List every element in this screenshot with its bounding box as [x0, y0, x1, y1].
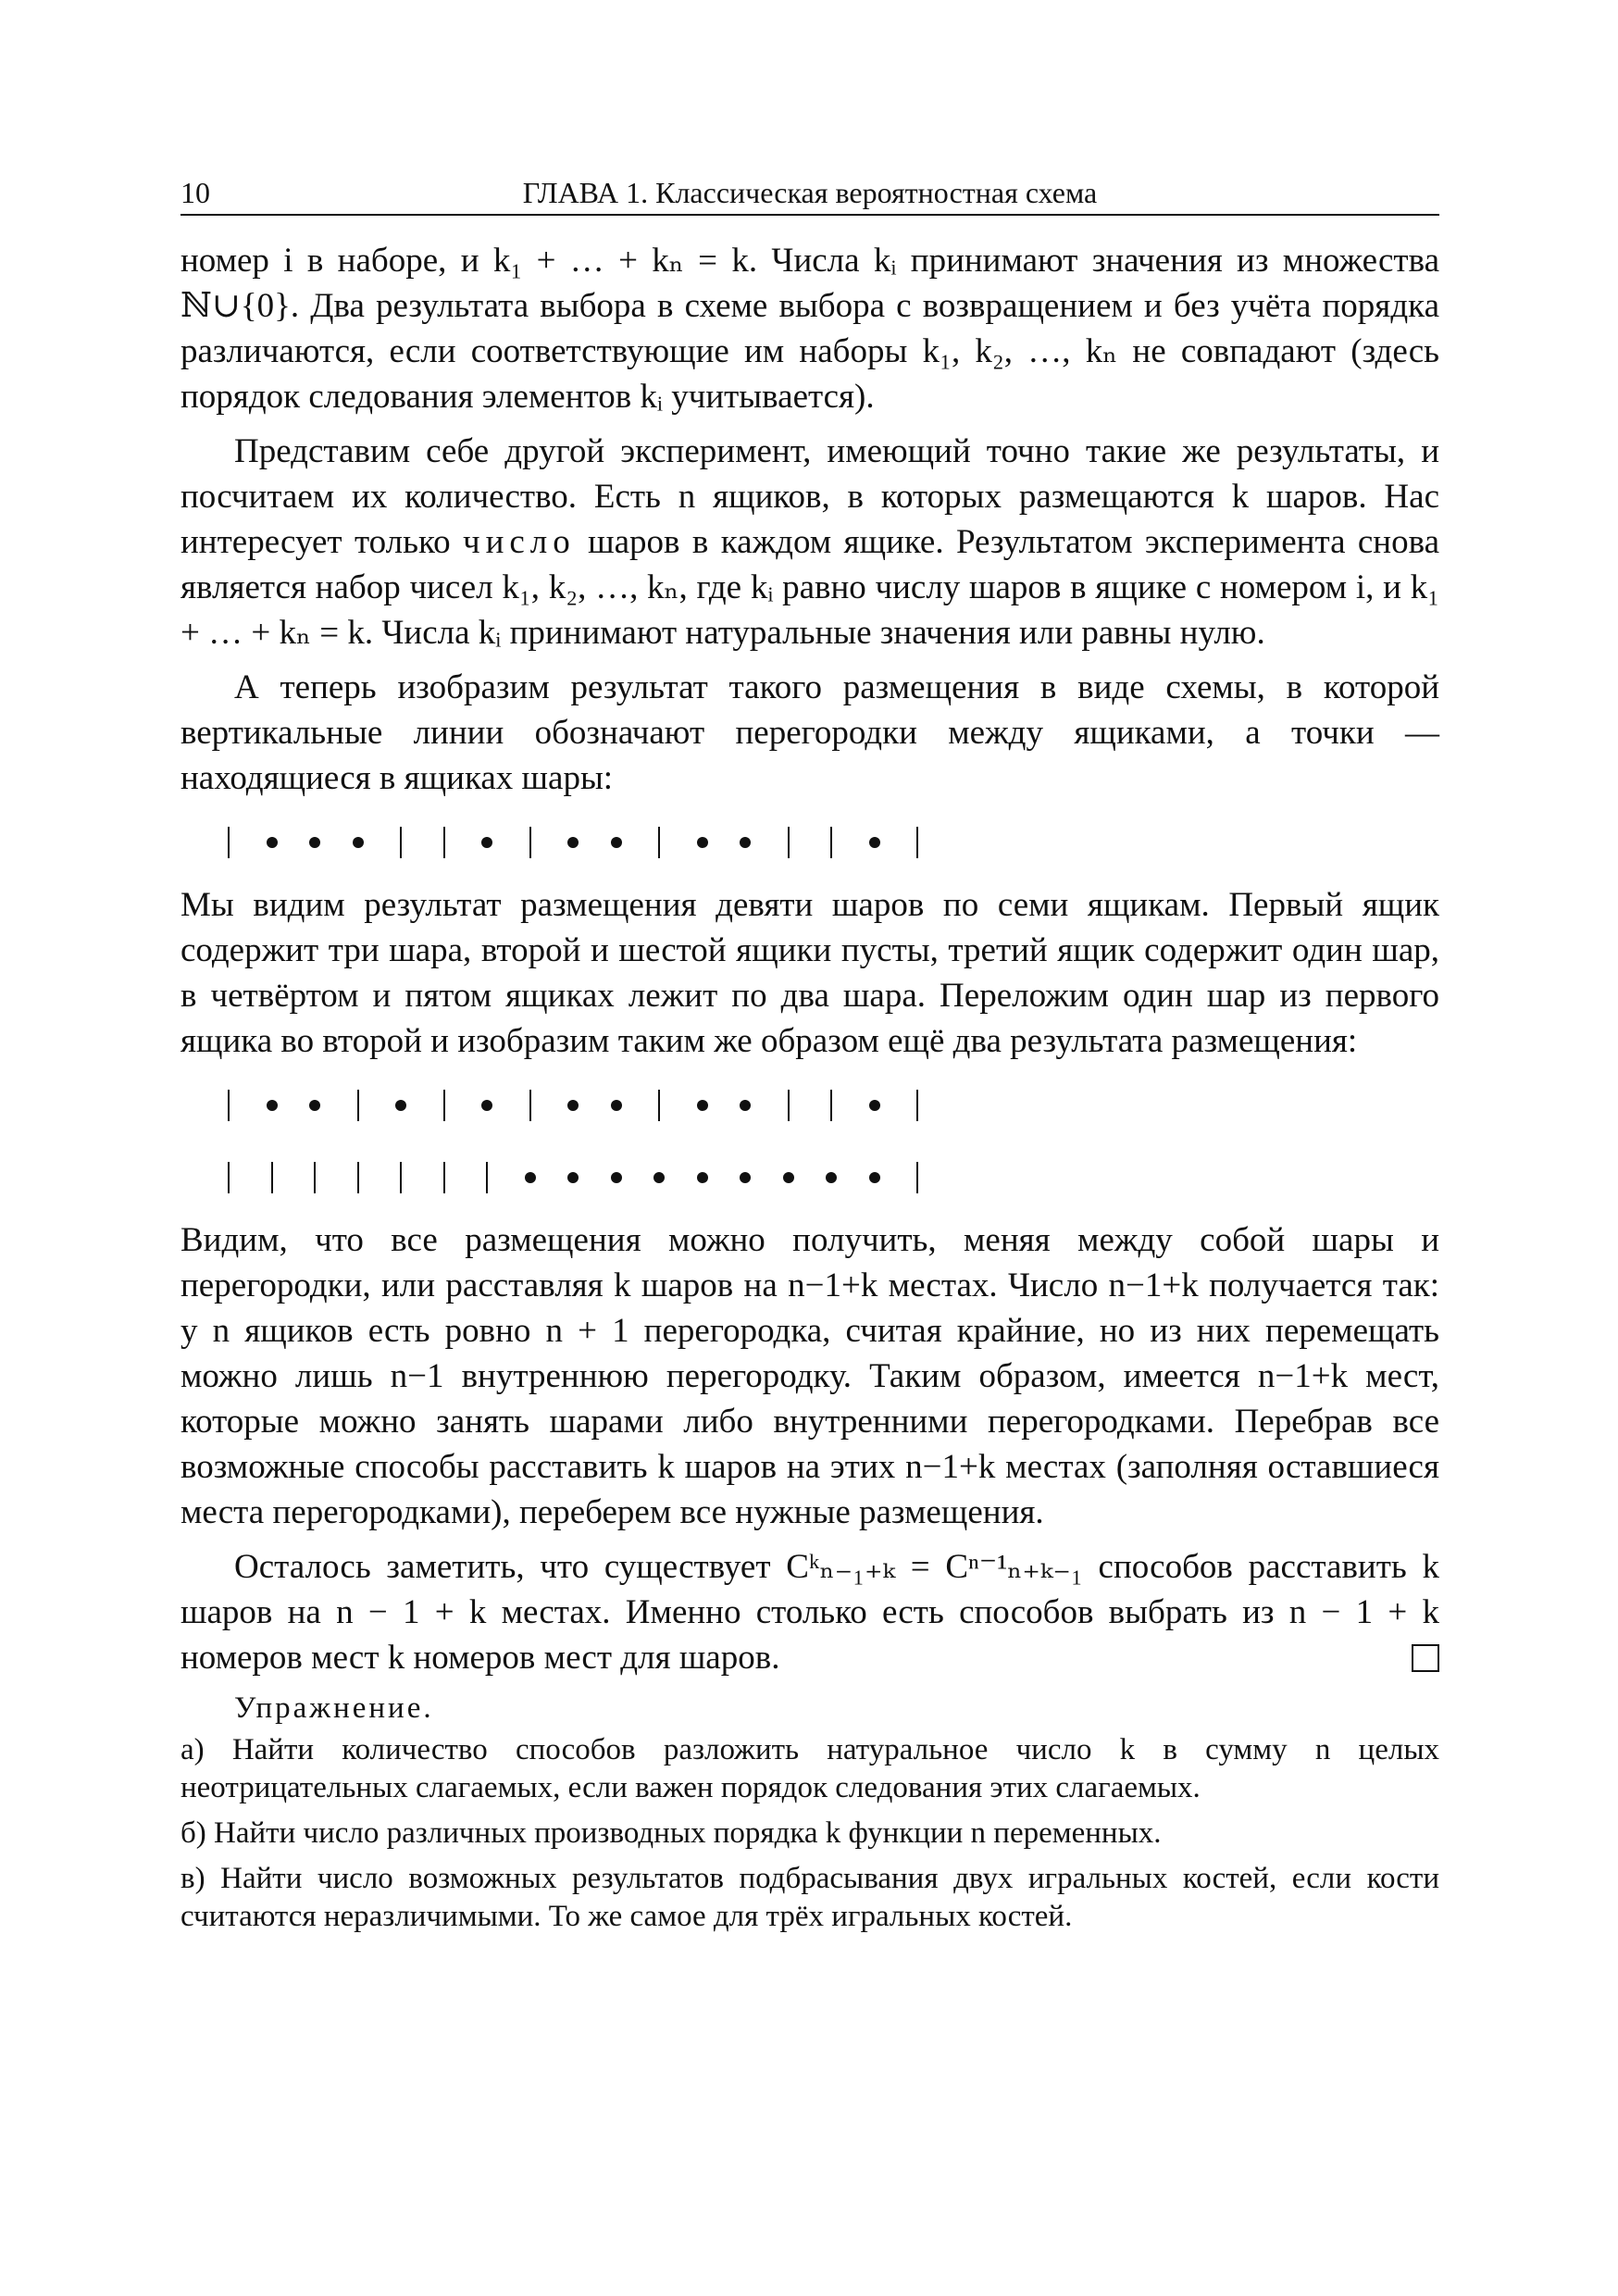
- qed-square-icon: [1412, 1644, 1439, 1672]
- partition-bar: [443, 1162, 445, 1193]
- partition-bar: [228, 1162, 230, 1193]
- ball-dot: [869, 1172, 880, 1183]
- partition-bar: [443, 1090, 445, 1121]
- exercise-item-b: б) Найти число различных производных порядка k функции n переменных.: [180, 1816, 1162, 1850]
- ball-dot: [267, 1100, 278, 1111]
- paragraph-2-part-1: Представим себе другой эксперимент, имеющий точно такие же результаты, и посчитаем их количество. Есть n ящиков, в которых размещаются k шаров. Нас интересует только: [180, 432, 1439, 561]
- partition-bar: [830, 827, 832, 858]
- partition-bar: [400, 827, 402, 858]
- partition-bar: [529, 1090, 531, 1121]
- page: [180, 171, 1439, 1943]
- running-title: ГЛАВА 1. Классическая вероятностная схема: [522, 176, 1098, 209]
- ball-dot: [353, 837, 364, 848]
- ball-dot: [869, 1100, 880, 1111]
- body-text: [180, 238, 1439, 1680]
- ball-dot: [395, 1100, 406, 1111]
- ball-dot: [697, 837, 708, 848]
- partition-bar: [271, 1162, 273, 1193]
- ball-dot: [826, 1172, 837, 1183]
- partition-bar: [314, 1162, 316, 1193]
- paragraph-4: Мы видим результат размещения девяти шаров по семи ящикам. Первый ящик содержит три шара, второй и шестой ящики пусты, третий ящик содержит один шар, в четвёртом и пятом ящиках лежит по два шара. Переложим один шар из первого ящика во второй и изобразим таким же образом ещё два результата размещения:: [180, 886, 1439, 1060]
- partition-bar: [788, 827, 790, 858]
- ball-dot: [611, 1172, 622, 1183]
- paragraph-3: А теперь изобразим результат такого размещения в виде схемы, в которой вертикальные линии обозначают перегородки между ящиками, а точки — находящиеся в ящиках шары:: [180, 668, 1439, 797]
- page-number: 10: [180, 176, 210, 209]
- partition-bar: [658, 1090, 660, 1121]
- paragraph-5: Видим, что все размещения можно получить, меняя между собой шары и перегородки, или расставляя k шаров на n−1+k местах. Число n−1+k получается так: у n ящиков есть ровно n + 1 перегородка, считая крайние, но из них перемещать можно лишь n−1 внутреннюю перегородку. Таким образом, имеется n−1+k мест, которые можно занять шарами либо внутренними перегородками. Перебрав все возможные способы расставить k шаров на этих n−1+k местах (заполняя оставшиеся места перегородками), переберем все нужные размещения.: [180, 1221, 1439, 1531]
- ball-dot: [567, 1100, 579, 1111]
- partition-bar: [228, 1090, 230, 1121]
- ball-dot: [697, 1100, 708, 1111]
- exercise-title: Упражнение.: [234, 1691, 434, 1725]
- partition-bar: [916, 827, 918, 858]
- partition-bar: [529, 827, 531, 858]
- ball-dot: [740, 837, 751, 848]
- partition-bar: [357, 1090, 359, 1121]
- partition-bar: [400, 1162, 402, 1193]
- partition-bar: [830, 1090, 832, 1121]
- partition-bar: [658, 827, 660, 858]
- partition-bar: [788, 1090, 790, 1121]
- ball-dot: [653, 1172, 665, 1183]
- balls-boxes-diagram-3: [180, 1145, 1439, 1210]
- running-header: [180, 171, 1439, 216]
- partition-bar: [916, 1162, 918, 1193]
- ball-dot: [309, 1100, 320, 1111]
- ball-dot: [567, 837, 579, 848]
- paragraph-1: номер i в наборе, и k₁ + … + kₙ = k. Числа kᵢ принимают значения из множества ℕ∪{0}. Два результата выбора в схеме выбора с возвращением и без учёта порядка различаются, если соответствующие им наборы k₁, k₂, …, kₙ не совпадают (здесь порядок следования элементов kᵢ учитывается).: [180, 242, 1439, 416]
- paragraph-6-text: Осталось заметить, что существует Cᵏₙ₋₁₊ₖ = Cⁿ⁻¹ₙ₊ₖ₋₁ способов расставить k шаров на n − 1 + k местах. Именно столько есть способов выбрать из n − 1 + k номеров мест k номеров мест для шаров.: [180, 1548, 1439, 1677]
- ball-dot: [309, 837, 320, 848]
- balls-boxes-diagram-1: [180, 810, 1439, 875]
- partition-bar: [228, 827, 230, 858]
- ball-dot: [611, 1100, 622, 1111]
- ball-dot: [740, 1100, 751, 1111]
- emphasized-word: число: [462, 523, 576, 561]
- ball-dot: [740, 1172, 751, 1183]
- ball-dot: [525, 1172, 536, 1183]
- partition-bar: [443, 827, 445, 858]
- ball-dot: [567, 1172, 579, 1183]
- paragraph-2: [180, 429, 1439, 655]
- paragraph-6: [180, 1544, 1439, 1680]
- partition-bar: [357, 1162, 359, 1193]
- ball-dot: [481, 837, 492, 848]
- ball-dot: [481, 1100, 492, 1111]
- ball-dot: [267, 837, 278, 848]
- ball-dot: [783, 1172, 794, 1183]
- exercise-item-c: в) Найти число возможных результатов подбрасывания двух игральных костей, если кости считаются неразличимыми. То же самое для трёх игральных костей.: [180, 1862, 1439, 1933]
- ball-dot: [697, 1172, 708, 1183]
- balls-boxes-diagram-2: [180, 1073, 1439, 1138]
- ball-dot: [611, 837, 622, 848]
- exercise-section: [180, 1690, 1439, 1936]
- partition-bar: [486, 1162, 488, 1193]
- paragraph-2-part-2: шаров в каждом ящике. Результатом эксперимента снова является набор чисел k₁, k₂, …, kₙ, где kᵢ равно числу шаров в ящике с номером i, и k₁ + … + kₙ = k. Числа kᵢ принимают натуральные значения или равны нулю.: [180, 523, 1439, 652]
- partition-bar: [916, 1090, 918, 1121]
- ball-dot: [869, 837, 880, 848]
- exercise-item-a: а) Найти количество способов разложить натуральное число k в сумму n целых неотрицательных слагаемых, если важен порядок следования этих слагаемых.: [180, 1733, 1439, 1804]
